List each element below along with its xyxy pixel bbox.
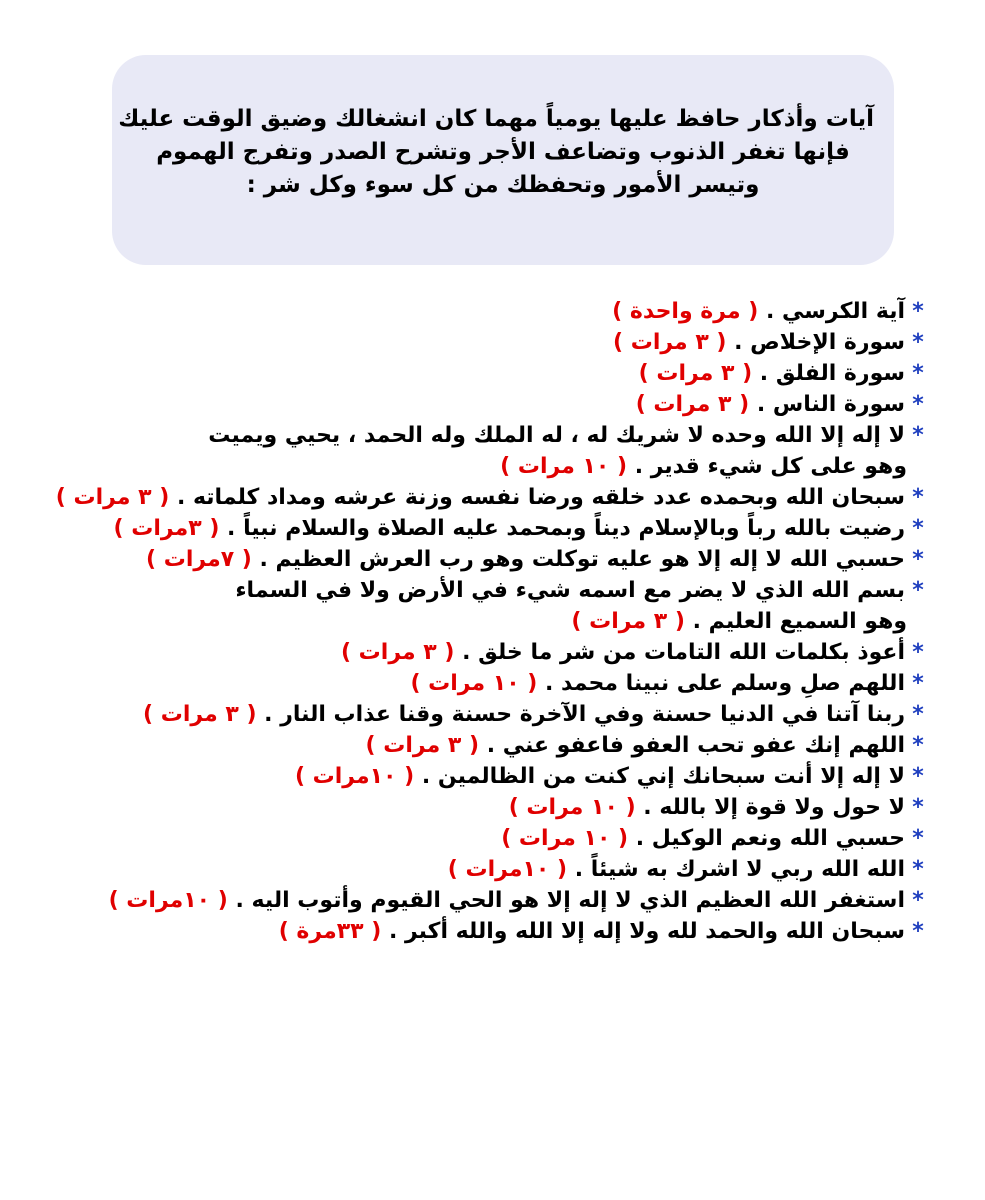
repeat-count: ( ٣ مرات ) xyxy=(571,609,685,634)
dhikr-text: سورة الفلق . xyxy=(759,361,905,386)
repeat-count: ( ٣ مرات ) xyxy=(613,330,727,355)
dhikr-item xyxy=(27,637,927,668)
intro-line-2: فإنها تغفر الذنوب وتضاعف الأجر وتشرح الصدر وتفرج الهموم xyxy=(156,139,850,165)
dhikr-item xyxy=(27,296,927,327)
dhikr-item-continuation xyxy=(27,451,927,482)
repeat-count: ( ١٠ مرات ) xyxy=(410,671,538,696)
dhikr-item xyxy=(27,792,927,823)
dhikr-item xyxy=(27,420,927,451)
dhikr-item xyxy=(27,854,927,885)
adhkar-list xyxy=(27,296,927,947)
bullet-icon: * xyxy=(912,795,924,820)
repeat-count: ( ٣ مرات ) xyxy=(55,485,170,510)
repeat-count: ( ١٠ مرات ) xyxy=(501,826,629,851)
bullet-icon: * xyxy=(912,361,924,386)
repeat-count: ( ٣ مرات ) xyxy=(143,702,257,727)
bullet-icon: * xyxy=(912,299,924,324)
dhikr-item xyxy=(27,513,927,544)
bullet-icon: * xyxy=(912,423,924,448)
dhikr-text: ربنا آتنا في الدنيا حسنة وفي الآخرة حسنة وقنا عذاب النار . xyxy=(264,702,905,727)
dhikr-item xyxy=(27,482,927,513)
repeat-count: ( ١٠مرات ) xyxy=(294,764,415,789)
dhikr-item xyxy=(27,885,927,916)
dhikr-item xyxy=(27,761,927,792)
dhikr-item xyxy=(27,699,927,730)
dhikr-item xyxy=(27,575,927,606)
repeat-count: ( مرة واحدة ) xyxy=(612,299,759,324)
bullet-icon: * xyxy=(912,857,924,882)
repeat-count: ( ١٠ مرات ) xyxy=(500,454,628,479)
bullet-icon: * xyxy=(912,733,924,758)
dhikr-text: سبحان الله والحمد لله ولا إله إلا الله والله أكبر . xyxy=(388,919,905,944)
bullet-icon: * xyxy=(912,919,924,944)
dhikr-text: سبحان الله وبحمده عدد خلقه ورضا نفسه وزنة عرشه ومداد كلماته . xyxy=(176,485,905,510)
dhikr-text: اللهم إنك عفو تحب العفو فاعفو عني . xyxy=(486,733,905,758)
bullet-icon: * xyxy=(912,485,924,510)
dhikr-text: سورة الناس . xyxy=(756,392,905,417)
repeat-count: ( ٣مرات ) xyxy=(113,516,220,541)
dhikr-item xyxy=(27,544,927,575)
dhikr-text: الله الله ربي لا اشرك به شيئاً . xyxy=(574,857,905,882)
bullet-icon: * xyxy=(912,392,924,417)
bullet-icon: * xyxy=(912,764,924,789)
dhikr-text: أعوذ بكلمات الله التامات من شر ما خلق . xyxy=(462,640,905,665)
bullet-icon: * xyxy=(912,888,924,913)
repeat-count: ( ١٠ مرات ) xyxy=(508,795,636,820)
repeat-count: ( ٣٣مرة ) xyxy=(278,919,382,944)
dhikr-text: بسم الله الذي لا يضر مع اسمه شيء في الأرض ولا في السماء xyxy=(235,578,905,603)
repeat-count: ( ٣ مرات ) xyxy=(635,392,750,417)
dhikr-text: رضيت بالله رباً وبالإسلام ديناً وبمحمد عليه الصلاة والسلام نبياً . xyxy=(227,516,905,541)
dhikr-item xyxy=(27,358,927,389)
dhikr-item xyxy=(27,389,927,420)
dhikr-text: لا إله إلا أنت سبحانك إني كنت من الظالمين . xyxy=(421,764,905,789)
dhikr-text-continuation: وهو على كل شيء قدير . xyxy=(634,454,907,479)
dhikr-text: سورة الإخلاص . xyxy=(734,330,905,355)
dhikr-text: حسبي الله لا إله إلا هو عليه توكلت وهو رب العرش العظيم . xyxy=(259,547,905,572)
dhikr-item-continuation xyxy=(27,606,927,637)
bullet-icon: * xyxy=(912,702,924,727)
dhikr-text: اللهم صلِ وسلم على نبينا محمد . xyxy=(545,671,905,696)
dhikr-item xyxy=(27,327,927,358)
dhikr-continuation-line xyxy=(27,606,927,637)
repeat-count: ( ١٠مرات ) xyxy=(447,857,568,882)
bullet-icon: * xyxy=(912,578,924,603)
dhikr-text: آية الكرسي . xyxy=(766,299,905,324)
dhikr-item xyxy=(27,823,927,854)
dhikr-text-continuation: وهو السميع العليم . xyxy=(692,609,907,634)
bullet-icon: * xyxy=(912,516,924,541)
bullet-icon: * xyxy=(912,826,924,851)
bullet-icon: * xyxy=(912,330,924,355)
dhikr-text: لا حول ولا قوة إلا بالله . xyxy=(643,795,905,820)
repeat-count: ( ٣ مرات ) xyxy=(365,733,480,758)
dhikr-continuation-line xyxy=(27,451,927,482)
dhikr-text: حسبي الله ونعم الوكيل . xyxy=(635,826,905,851)
intro-line-3: وتيسر الأمور وتحفظك من كل سوء وكل شر : xyxy=(246,172,760,198)
bullet-icon: * xyxy=(912,640,924,665)
bullet-icon: * xyxy=(912,671,924,696)
dhikr-text: استغفر الله العظيم الذي لا إله إلا هو الحي القيوم وأتوب اليه . xyxy=(235,888,905,913)
repeat-count: ( ٣ مرات ) xyxy=(638,361,753,386)
dhikr-item xyxy=(27,730,927,761)
repeat-count: ( ٧مرات ) xyxy=(146,547,252,572)
dhikr-item xyxy=(27,668,927,699)
dhikr-item xyxy=(27,916,927,947)
repeat-count: ( ١٠مرات ) xyxy=(108,888,228,913)
repeat-count: ( ٣ مرات ) xyxy=(340,640,455,665)
intro-box xyxy=(112,55,894,265)
intro-line-1: آيات وأذكار حافظ عليها يومياً مهما كان انشغالك وضيق الوقت عليك xyxy=(118,106,874,132)
bullet-icon: * xyxy=(912,547,924,572)
dhikr-text: لا إله إلا الله وحده لا شريك له ، له الملك وله الحمد ، يحيي ويميت xyxy=(208,423,905,448)
